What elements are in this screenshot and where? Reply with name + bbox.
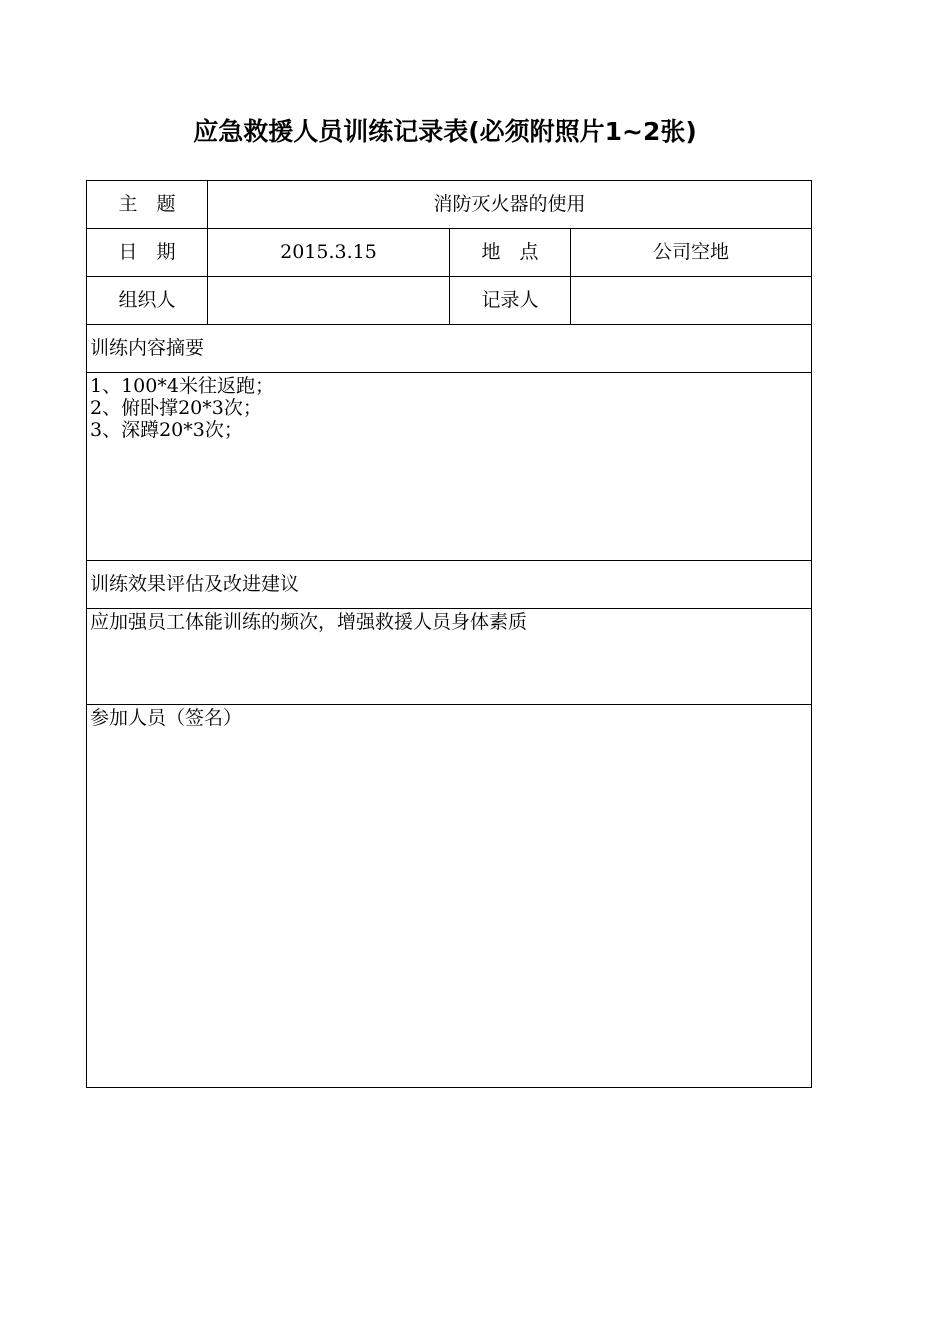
participants-content[interactable] [87,705,812,1088]
evaluation-content-row [87,609,812,705]
summary-heading: 训练内容摘要 [87,325,812,373]
summary-content[interactable] [87,373,812,561]
date-location-row [87,229,812,277]
organizer-recorder-row [87,277,812,325]
summary-heading-row [87,325,812,373]
topic-label: 主 题 [87,181,208,229]
participants-heading: 参加人员（签名） [90,707,243,729]
evaluation-text: 应加强员工体能训练的频次，增强救援人员身体素质 [90,611,528,633]
evaluation-content[interactable] [87,609,812,705]
organizer-label: 组织人 [87,277,208,325]
location-value[interactable]: 公司空地 [571,229,812,277]
date-label: 日 期 [87,229,208,277]
location-label: 地 点 [450,229,571,277]
summary-item: 1、100*4米往返跑； [90,375,274,397]
summary-item: 3、深蹲20*3次； [90,419,243,441]
topic-value[interactable]: 消防灭火器的使用 [208,181,812,229]
organizer-value[interactable] [208,277,450,325]
recorder-value[interactable] [571,277,812,325]
participants-row [87,705,812,1088]
evaluation-heading: 训练效果评估及改进建议 [87,561,812,609]
summary-content-row [87,373,812,561]
summary-item: 2、俯卧撑20*3次； [90,397,262,419]
form-title: 应急救援人员训练记录表(必须附照片1~2张) [193,117,697,146]
evaluation-heading-row [87,561,812,609]
topic-row [87,181,812,229]
date-value[interactable]: 2015.3.15 [208,229,450,277]
recorder-label: 记录人 [450,277,571,325]
training-record-table [86,180,812,1088]
